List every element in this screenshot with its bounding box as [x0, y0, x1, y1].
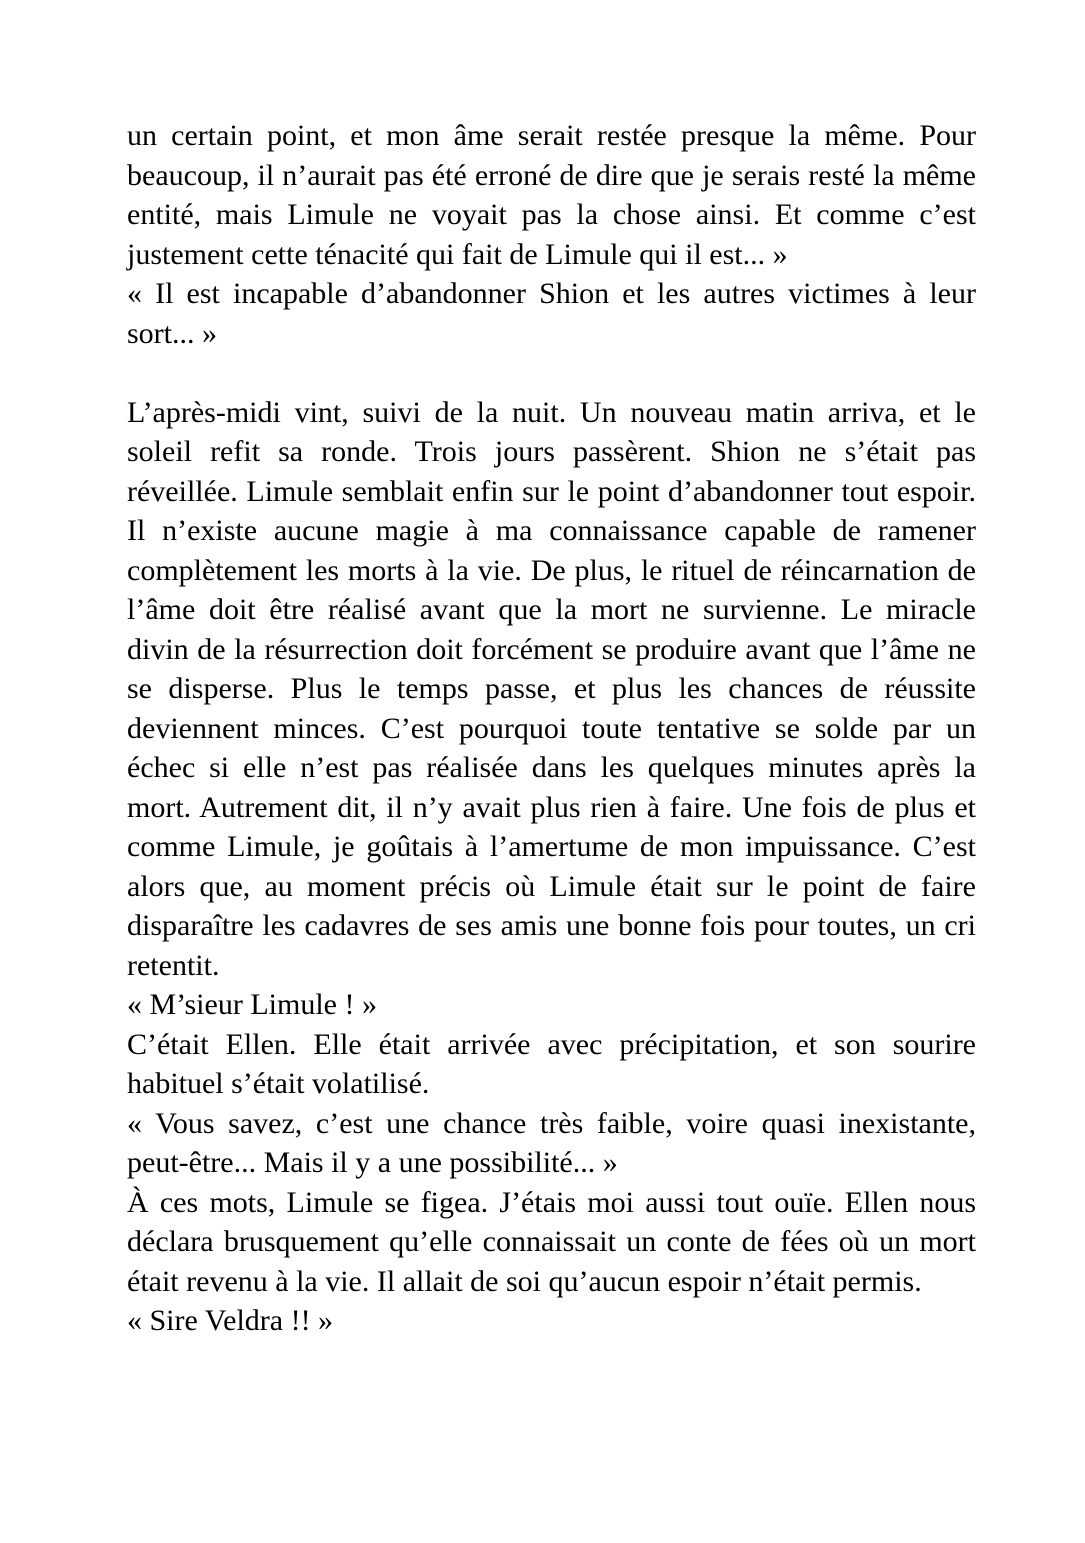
paragraph: « Sire Veldra !! » — [127, 1304, 334, 1337]
paragraph: « Vous savez, c’est une chance très faible, voire quasi inexistante, peut-être... Mais il y a une possibilité... » — [127, 1106, 976, 1179]
paragraph: « Il est incapable d’abandonner Shion et les autres victimes à leur sort... » — [127, 277, 976, 350]
paragraph: L’après-midi vint, suivi de la nuit. Un nouveau matin arriva, et le soleil refit sa ronde. Trois jours passèrent. Shion ne s’était pas réveillée. Limule semblait enfin sur le point d’abandonner tout espoir. Il n’existe aucune magie à ma connaissance capable de ramener complètement les morts à la vie. De plus, le rituel de réincarnation de l’âme doit être réalisé avant que la mort ne survienne. Le miracle divin de la résurrection doit forcément se produire avant que l’âme ne se disperse. Plus le temps passe, et plus les chances de réussite deviennent minces. C’est pourquoi toute tentative se solde par un échec si elle n’est pas réalisée dans les quelques minutes après la mort. Autrement dit, il n’y avait plus rien à faire. Une fois de plus et comme Limule, je goûtais à l’amertume de mon impuissance. C’est alors que, au moment précis où Limule était sur le point de faire disparaître les cadavres de ses amis une bonne fois pour toutes, un cri retentit. — [127, 395, 976, 982]
paragraph: C’était Ellen. Elle était arrivée avec précipitation, et son sourire habituel s’était volatilisé. — [127, 1027, 976, 1100]
paragraph: un certain point, et mon âme serait restée presque la même. Pour beaucoup, il n’aurait pas été erroné de dire que je serais resté la même entité, mais Limule ne voyait pas la chose ainsi. Et comme c’est justement cette ténacité qui fait de Limule qui il est... » — [127, 119, 976, 271]
body-text-column — [127, 116, 976, 1341]
paragraph: « M’sieur Limule ! » — [127, 988, 377, 1021]
paragraph: À ces mots, Limule se figea. J’étais moi aussi tout ouïe. Ellen nous déclara brusquement qu’elle connaissait un conte de fées où un mort était revenu à la vie. Il allait de soi qu’aucun espoir n’était permis. — [127, 1185, 976, 1298]
